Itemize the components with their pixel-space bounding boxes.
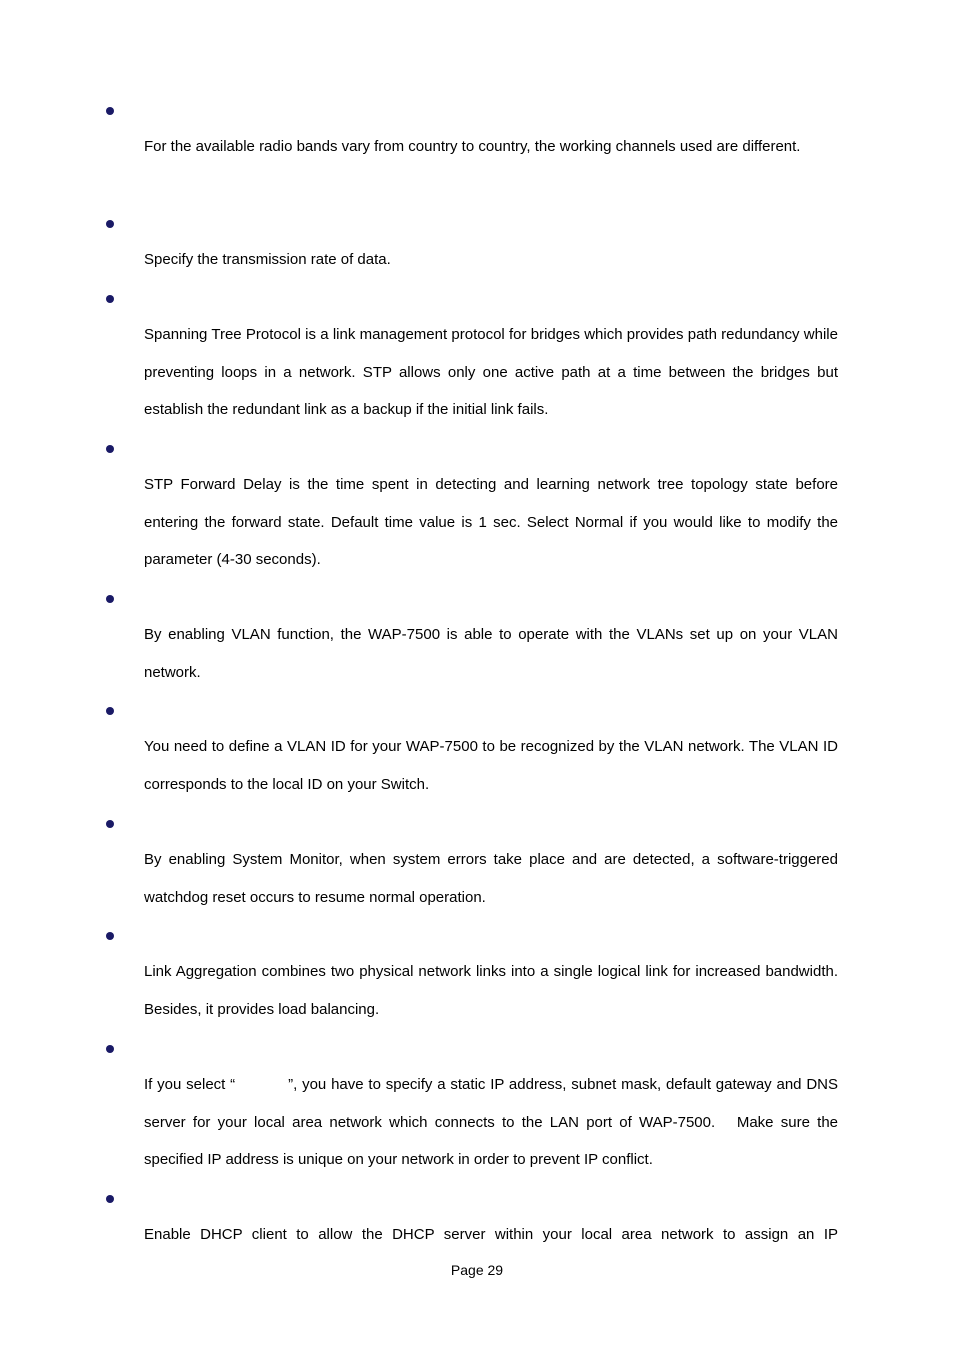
bullet-icon <box>106 595 114 603</box>
bullet-icon <box>106 295 114 303</box>
paragraph-dhcp-client: Enable DHCP client to allow the DHCP server within your local area network to assign an IP <box>144 1226 838 1243</box>
bullet-icon <box>106 932 114 940</box>
page-number: Page 29 <box>450 1262 504 1278</box>
bullet-icon <box>106 1195 114 1203</box>
bullet-icon <box>106 707 114 715</box>
paragraph-vlan: By enabling VLAN function, the WAP-7500 is able to operate with the VLANs set up on your VLAN network. <box>144 626 838 681</box>
paragraph-vlan-id: You need to define a VLAN ID for your WAP-7500 to be recognized by the VLAN network. The VLAN ID corresponds to the local ID on your Switch. <box>144 738 838 793</box>
bullet-icon <box>106 445 114 453</box>
paragraph-stp-forward-delay: STP Forward Delay is the time spent in detecting and learning network tree topology state before entering the forward state. Default time value is 1 sec. Select Normal if you would like to modify the parameter (4-30 seconds). <box>144 476 838 568</box>
bullet-icon <box>106 1045 114 1053</box>
paragraph-link-aggregation: Link Aggregation combines two physical network links into a single logical link for increased bandwidth. Besides, it provides load balancing. <box>144 963 838 1018</box>
bullet-icon <box>106 820 114 828</box>
bullet-icon <box>106 220 114 228</box>
paragraph-system-monitor: By enabling System Monitor, when system errors take place and are detected, a software-triggered watchdog reset occurs to resume normal operation. <box>144 851 838 906</box>
paragraph-data-rate: Specify the transmission rate of data. <box>144 251 391 268</box>
paragraph-stp: Spanning Tree Protocol is a link management protocol for bridges which provides path redundancy while preventing loops in a network. STP allows only one active path at a time between the bridges but establish the redundant link as a backup if the initial link fails. <box>144 326 838 418</box>
bullet-icon <box>106 107 114 115</box>
paragraph-channel: For the available radio bands vary from country to country, the working channels used are different. <box>144 138 801 155</box>
paragraph-static-ip: If you select “ ”, you have to specify a static IP address, subnet mask, default gateway and DNS server for your local area network which connects to the LAN port of WAP-7500. Make sure the specified IP address is unique on your network in order to prevent IP conflict. <box>144 1076 843 1168</box>
